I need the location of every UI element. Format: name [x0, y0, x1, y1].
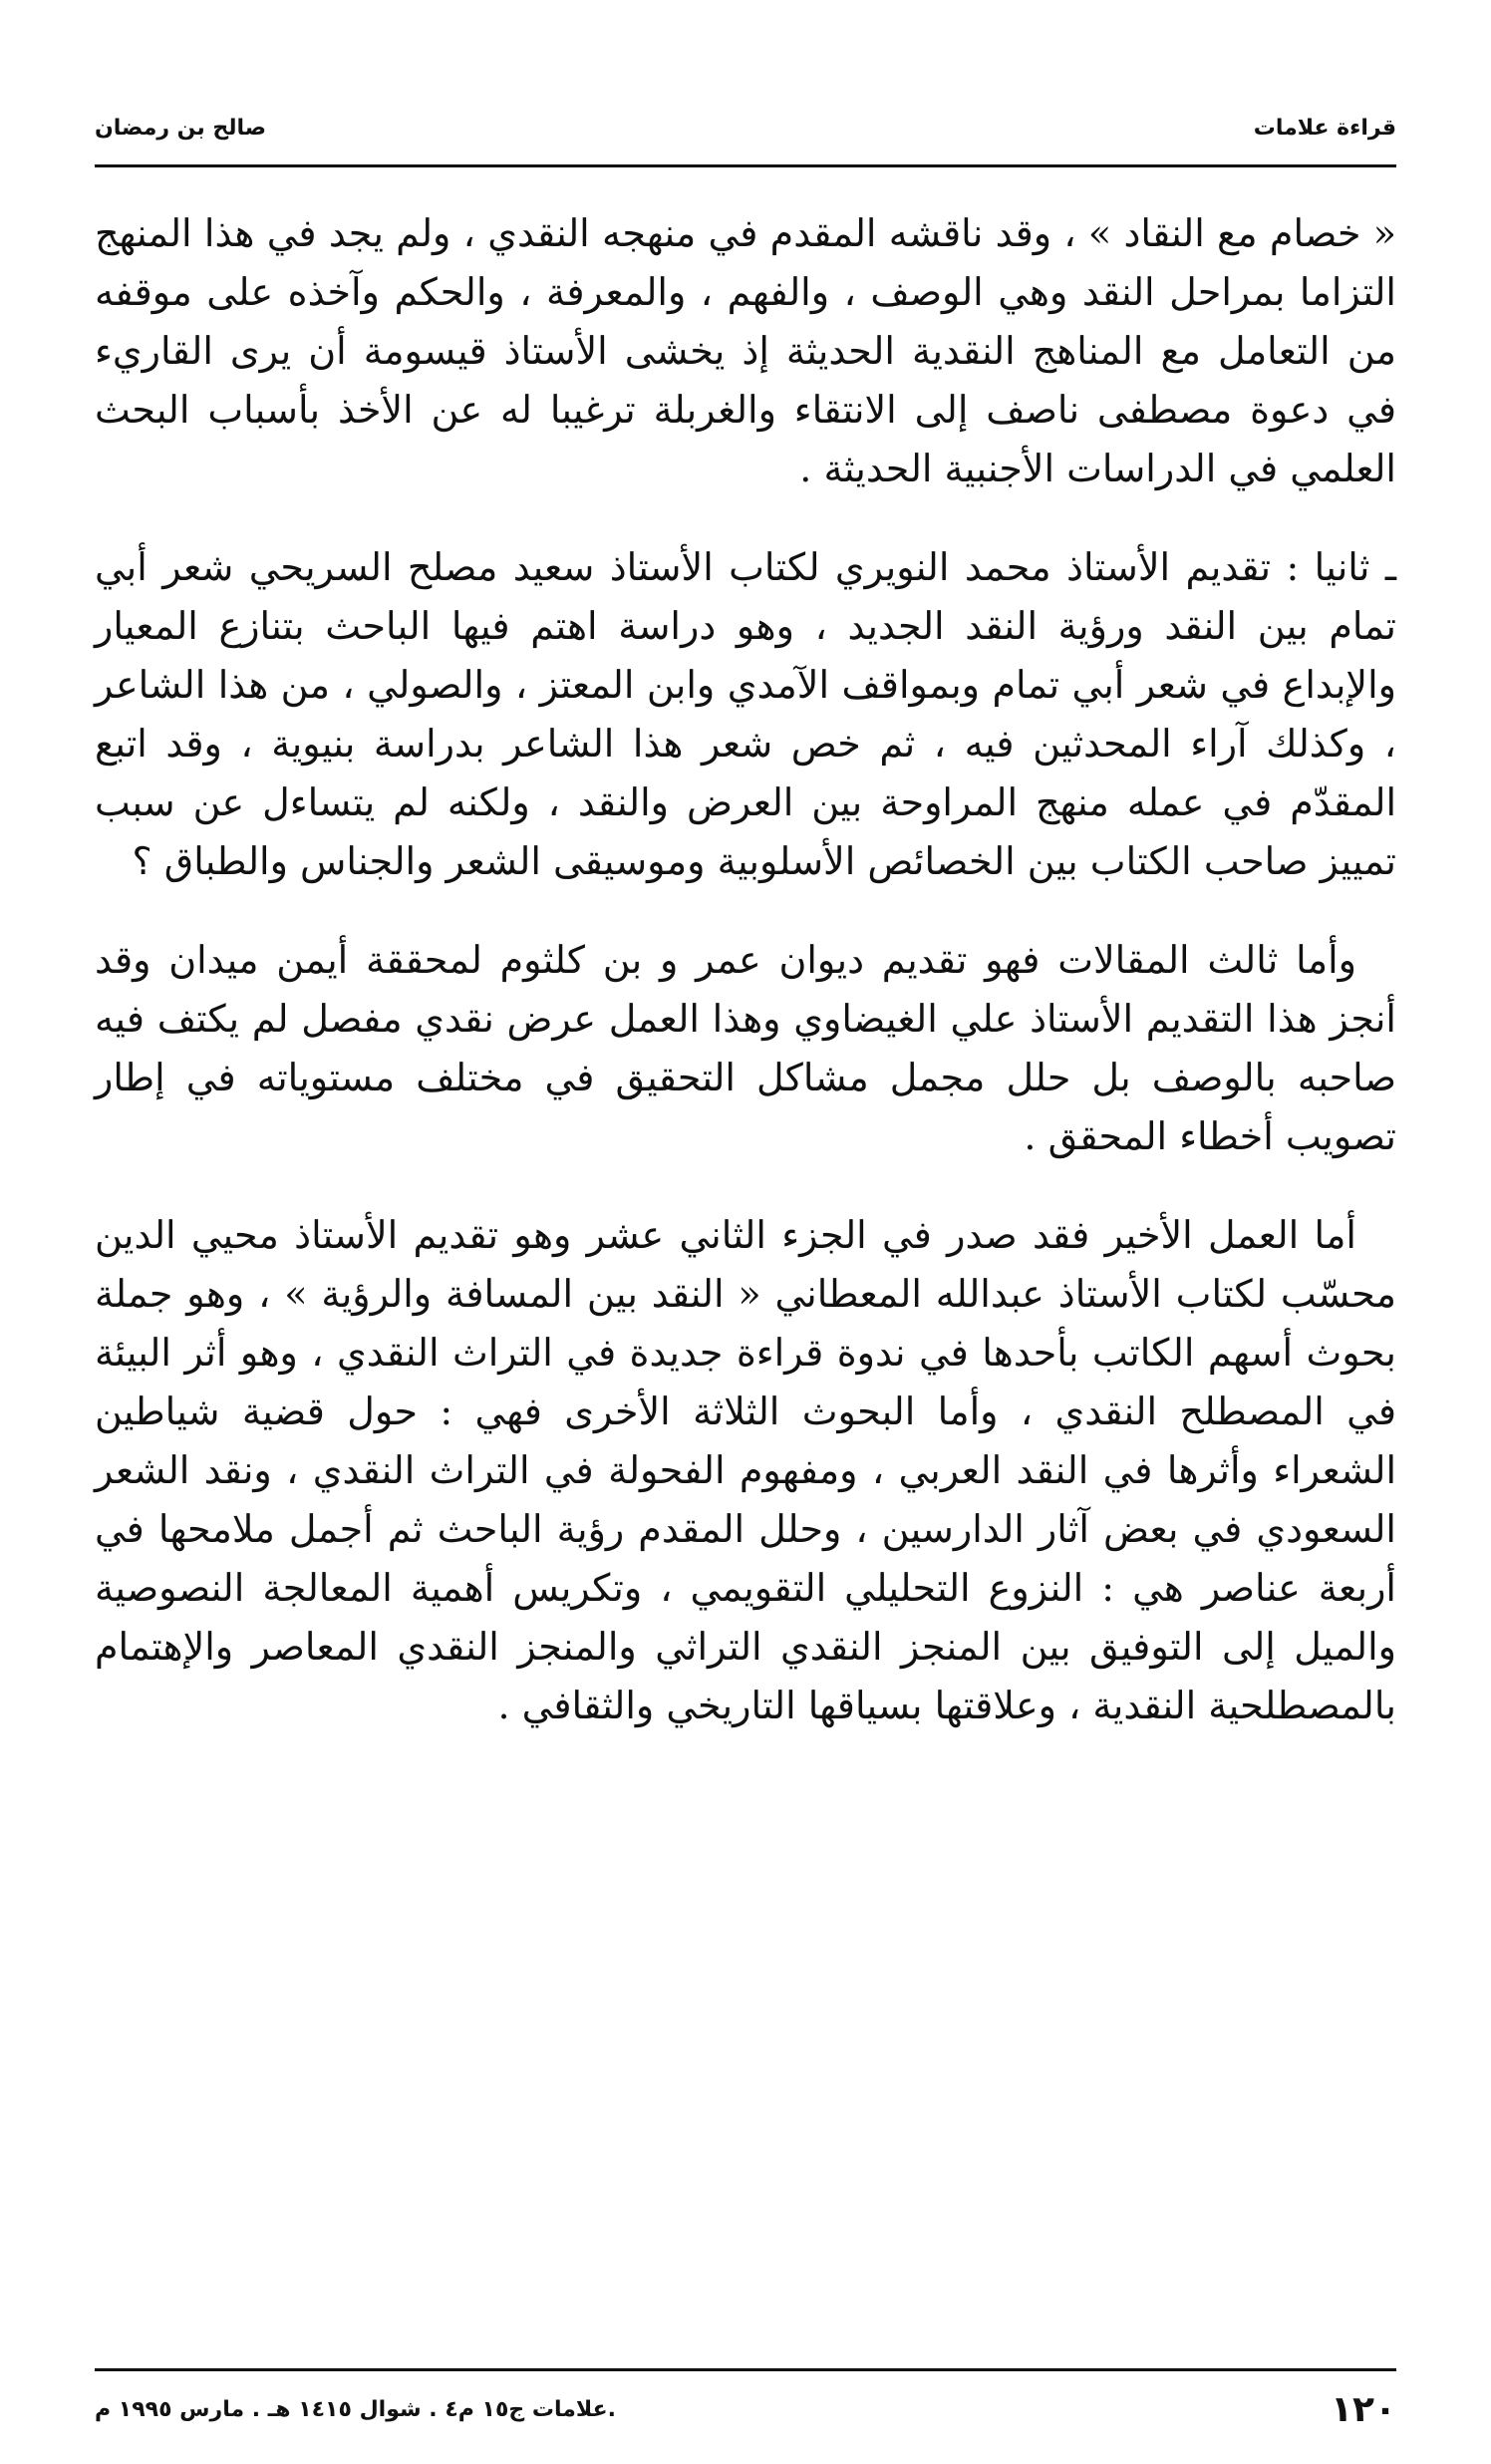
author-name: صالح بن رمضان — [95, 115, 267, 141]
journal-issue-info: .علامات ج١٥ م٤ . شوال ١٤١٥ هـ . مارس ١٩٩٥ م — [95, 2396, 616, 2422]
footer-divider — [95, 2368, 1396, 2371]
paragraph-1: « خصام مع النقاد » ، وقد ناقشه المقدم في منهجه النقدي ، ولم يجد في هذا المنهج التزاما بمراحل النقد وهي الوصف ، والفهم ، والمعرفة ، والحكم وآخذه على موقفه من التعامل مع المناهج النقدية الحديثة إذ يخشى الأستاذ قيسومة أن يرى القاريء في دعوة مصطفى ناصف إلى الانتقاء والغربلة ترغيبا له عن الأخذ بأسباب البحث العلمي في الدراسات الأجنبية الحديثة . — [95, 211, 1396, 490]
article-body — [95, 204, 1396, 1775]
section-title: قراءة علامات — [1253, 115, 1396, 141]
page-footer — [95, 2384, 1396, 2434]
header-divider — [95, 164, 1396, 167]
running-header — [95, 108, 1396, 148]
paragraph-3: وأما ثالث المقالات فهو تقديم ديوان عمر و بن كلثوم لمحققة أيمن ميدان وقد أنجز هذا التقديم الأستاذ علي الغيضاوي وهذا العمل عرض نقدي مفصل لم يكتف فيه صاحبه بالوصف بل حلل مجمل مشاكل التحقيق في مختلف مستوياته في إطار تصويب أخطاء المحقق . — [95, 938, 1396, 1158]
page-number: ١٢٠ — [1331, 2388, 1396, 2430]
paragraph-4: أما العمل الأخير فقد صدر في الجزء الثاني عشر وهو تقديم الأستاذ محيي الدين محسّب لكتاب الأستاذ عبدالله المعطاني « النقد بين المسافة والرؤية » ، وهو جملة بحوث أسهم الكاتب بأحدها في ندوة قراءة جديدة في التراث النقدي ، وهو أثر البيئة في المصطلح النقدي ، وأما البحوث الثلاثة الأخرى فهي : حول قضية شياطين الشعراء وأثرها في النقد العربي ، ومفهوم الفحولة في التراث النقدي ، ونقد الشعر السعودي في بعض آثار الدارسين ، وحلل المقدم رؤية الباحث ثم أجمل ملامحها في أربعة عناصر هي : النزوع التحليلي التقويمي ، وتكريس أهمية المعالجة النصوصية والميل إلى التوفيق بين المنجز النقدي التراثي والمنجز النقدي المعاصر والإهتمام بالمصطلحية النقدية ، وعلاقتها بسياقها التاريخي والثقافي . — [95, 1213, 1397, 1727]
paragraph-2: ـ ثانيا : تقديم الأستاذ محمد النويري لكتاب الأستاذ سعيد مصلح السريحي شعر أبي تمام بين النقد ورؤية النقد الجديد ، وهو دراسة اهتم فيها الباحث بتنازع المعيار والإبداع في شعر أبي تمام وبمواقف الآمدي وابن المعتز ، والصولي ، من هذا الشاعر ، وكذلك آراء المحدثين فيه ، ثم خص شعر هذا الشاعر بدراسة بنيوية ، وقد اتبع المقدّم في عمله منهج المراوحة بين العرض والنقد ، ولكنه لم يتساءل عن سبب تمييز صاحب الكتاب بين الخصائص الأسلوبية وموسيقى الشعر والجناس والطباق ؟ — [95, 545, 1396, 883]
